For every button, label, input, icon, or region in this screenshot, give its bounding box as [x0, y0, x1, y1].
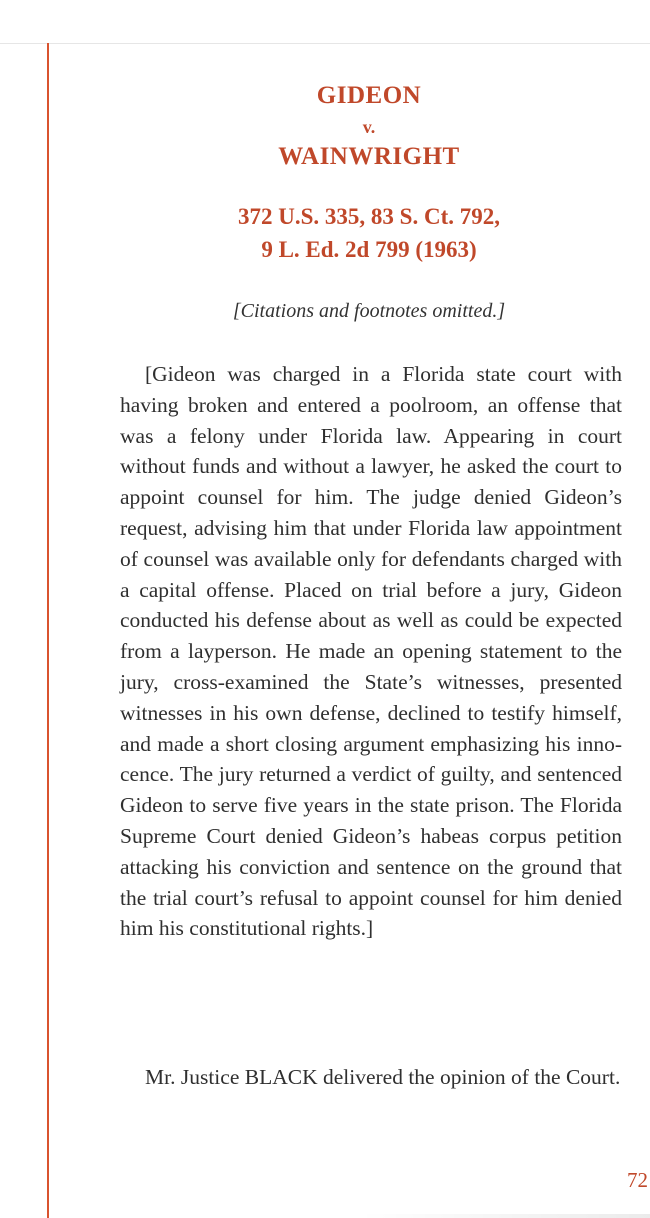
case-title-versus: v.: [362, 117, 376, 137]
scroll-shadow: [360, 1214, 650, 1218]
editorial-note: [Citations and footnotes omitted.]: [232, 300, 506, 322]
opinion-attribution-paragraph: Mr. Justice BLACK delivered the opinion of the Court.: [145, 1065, 621, 1089]
case-citation-line1: 372 U.S. 335, 83 S. Ct. 792,: [238, 204, 500, 229]
case-title-party1: GIDEON: [316, 82, 422, 109]
case-summary-paragraph: [Gideon was charged in a Florida state court with having broken and entered a poolroom, an offense that was a felony under Florida law. Appearing in court without funds and without a lawyer, he asked the court to appoint counsel for him. The judge denied Gideon’s request, advising him that under Florida law appointment of counsel was available only for defendants charged with a capital offense. Placed on trial before a jury, Gideon conducted his defense about as well as could be expected from a layperson. He made an opening statement to the jury, cross-examined the State’s witnesses, presented witnesses in his own defense, declined to testify himself, and made a short closing argument emphasizing his innocence. The jury returned a verdict of guilty, and sentenced Gideon to serve five years in the state prison. The Florida Supreme Court denied Gideon’s habeas corpus petition attacking his conviction and sentence on the ground that the trial court’s refusal to appoint counsel for him denied him his constitutional rights.]: [120, 362, 622, 941]
page-number: 72: [627, 1168, 648, 1192]
case-title-party2: WAINWRIGHT: [278, 143, 460, 170]
book-page[interactable]: [49, 44, 650, 1218]
case-citation-line2: 9 L. Ed. 2d 799 (1963): [261, 237, 477, 262]
